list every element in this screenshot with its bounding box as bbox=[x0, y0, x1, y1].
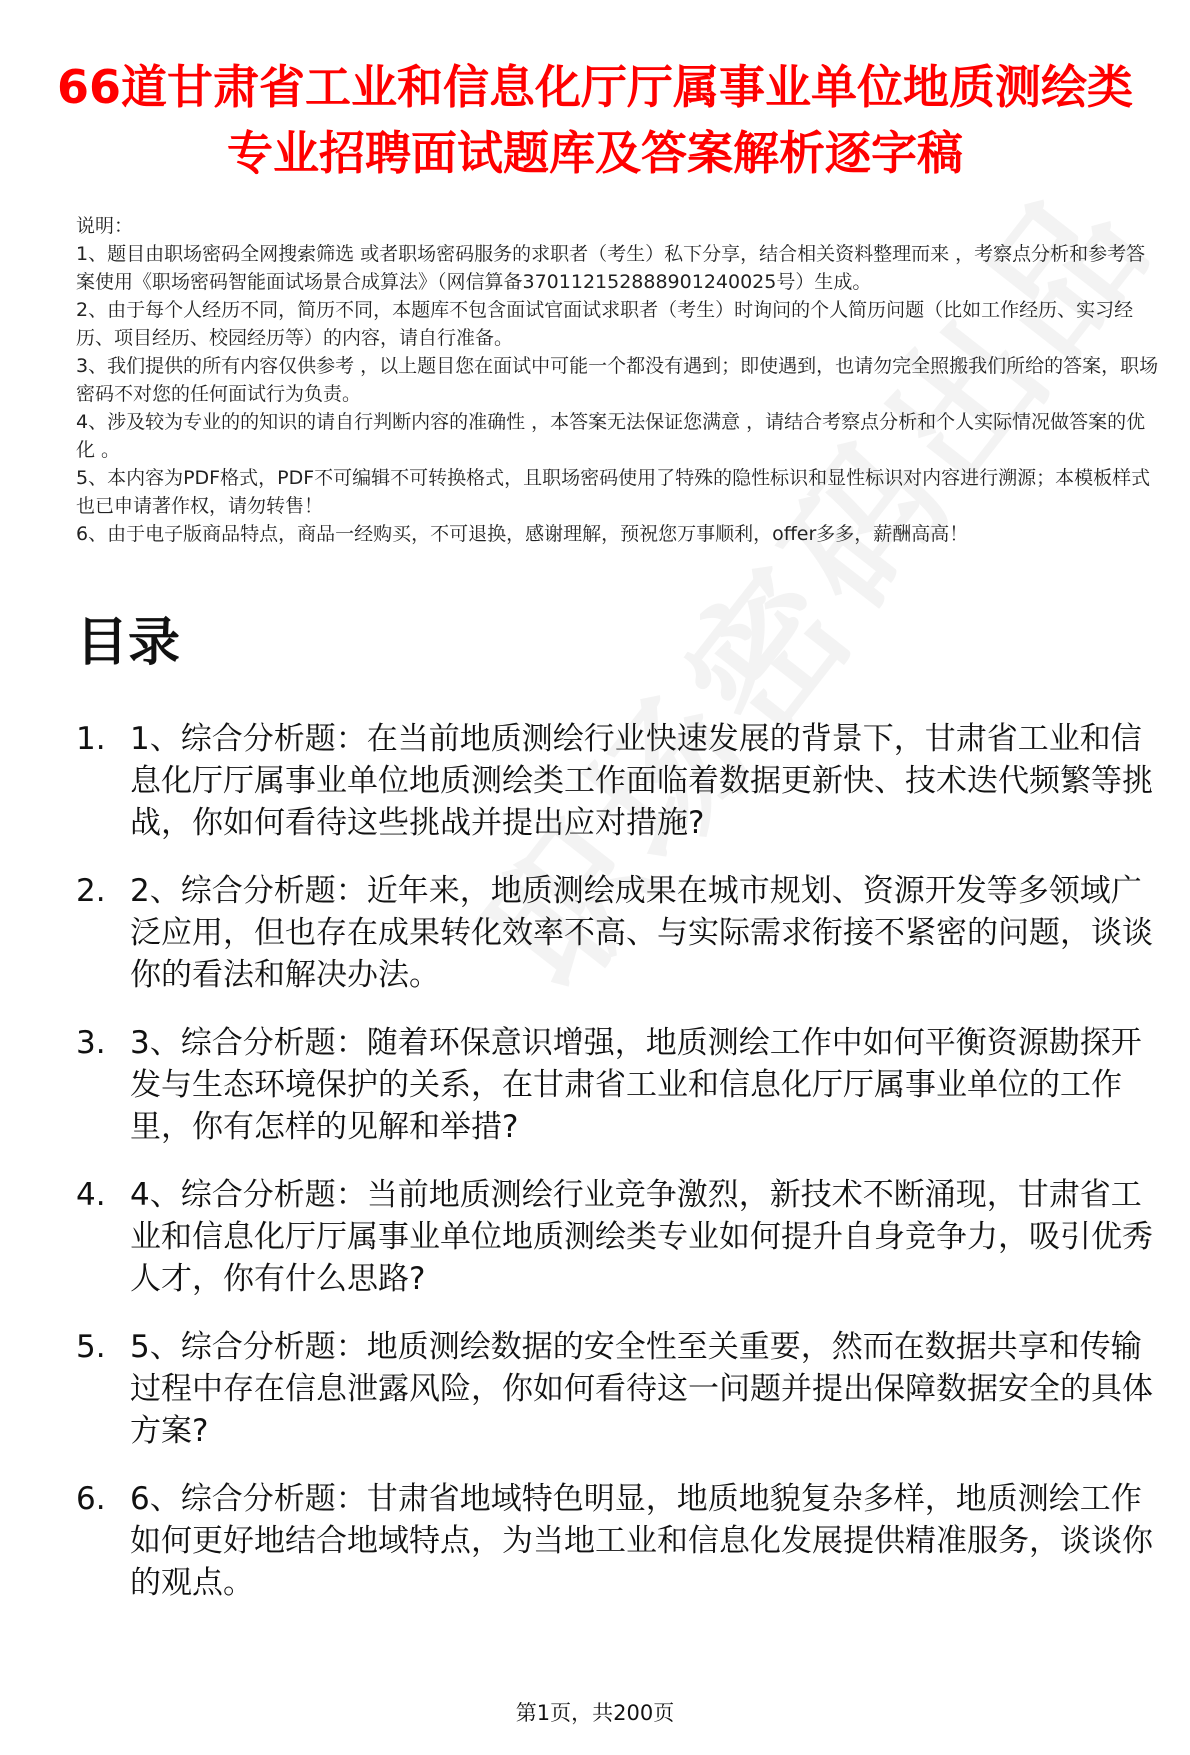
toc-item-number: 1. bbox=[76, 721, 106, 757]
notes-section bbox=[76, 212, 1161, 548]
notes-heading: 说明： bbox=[76, 215, 134, 237]
toc-item-number: 3. bbox=[76, 1025, 106, 1061]
toc-item-text[interactable]: 5、综合分析题：地质测绘数据的安全性至关重要，然而在数据共享和传输过程中存在信息泄露风险，你如何看待这一问题并提出保障数据安全的具体方案? bbox=[130, 1329, 1153, 1449]
toc-item-number: 2. bbox=[76, 873, 106, 909]
toc-item[interactable] bbox=[76, 1174, 1166, 1300]
toc-item-number: 4. bbox=[76, 1177, 106, 1213]
toc-item[interactable] bbox=[76, 718, 1166, 844]
note-item: 2、由于每个人经历不同，简历不同，本题库不包含面试官面试求职者（考生）时询问的个人简历问题（比如工作经历、实习经历、项目经历、校园经历等）的内容，请自行准备。 bbox=[76, 299, 1134, 349]
note-item: 3、我们提供的所有内容仅供参考 ，以上题目您在面试中可能一个都没有遇到；即使遇到，也请勿完全照搬我们所给的答案，职场密码不对您的任何面试行为负责。 bbox=[76, 355, 1159, 405]
toc-item-text[interactable]: 3、综合分析题：随着环保意识增强，地质测绘工作中如何平衡资源勘探开发与生态环境保护的关系，在甘肃省工业和信息化厅厅属事业单位的工作里，你有怎样的见解和举措? bbox=[130, 1025, 1142, 1145]
toc-item[interactable] bbox=[76, 1326, 1166, 1452]
toc-item-text[interactable]: 1、综合分析题：在当前地质测绘行业快速发展的背景下，甘肃省工业和信息化厅厅属事业单位地质测绘类工作面临着数据更新快、技术迭代频繁等挑战，你如何看待这些挑战并提出应对措施? bbox=[130, 721, 1153, 841]
toc-item[interactable] bbox=[76, 1022, 1166, 1148]
toc-item-number: 6. bbox=[76, 1481, 106, 1517]
page-footer: 第1页，共200页 bbox=[515, 1701, 675, 1725]
toc-item-text[interactable]: 6、综合分析题：甘肃省地域特色明显，地质地貌复杂多样，地质测绘工作如何更好地结合地域特点，为当地工业和信息化发展提供精准服务，谈谈你的观点。 bbox=[130, 1481, 1153, 1601]
toc-item[interactable] bbox=[76, 870, 1166, 996]
toc-item-number: 5. bbox=[76, 1329, 106, 1365]
note-item: 6、由于电子版商品特点，商品一经购买，不可退换，感谢理解，预祝您万事顺利，offer多多，薪酬高高！ bbox=[76, 523, 969, 545]
toc-heading: 目录 bbox=[76, 613, 181, 673]
note-item: 5、本内容为PDF格式，PDF不可编辑不可转换格式，且职场密码使用了特殊的隐性标识和显性标识对内容进行溯源；本模板样式也已申请著作权，请勿转售！ bbox=[76, 467, 1151, 517]
toc-list bbox=[76, 718, 1166, 1630]
toc-item-text[interactable]: 4、综合分析题：当前地质测绘行业竞争激烈，新技术不断涌现，甘肃省工业和信息化厅厅属事业单位地质测绘类专业如何提升自身竞争力，吸引优秀人才，你有什么思路? bbox=[130, 1177, 1153, 1297]
note-item: 1、题目由职场密码全网搜索筛选 或者职场密码服务的求职者（考生）私下分享，结合相关资料整理而来 ，考察点分析和参考答案使用《职场密码智能面试场景合成算法》（网信算备370112152888901240025号）生成。 bbox=[76, 243, 1146, 293]
toc-item[interactable] bbox=[76, 1478, 1166, 1604]
note-item: 4、涉及较为专业的的知识的请自行判断内容的准确性 ，本答案无法保证您满意 ，请结合考察点分析和个人实际情况做答案的优化 。 bbox=[76, 411, 1146, 461]
document-title: 66道甘肃省工业和信息化厅厅属事业单位地质测绘类专业招聘面试题库及答案解析逐字稿 bbox=[56, 60, 1133, 180]
toc-item-text[interactable]: 2、综合分析题：近年来，地质测绘成果在城市规划、资源开发等多领域广泛应用，但也存在成果转化效率不高、与实际需求衔接不紧密的问题，谈谈你的看法和解决办法。 bbox=[130, 873, 1153, 993]
